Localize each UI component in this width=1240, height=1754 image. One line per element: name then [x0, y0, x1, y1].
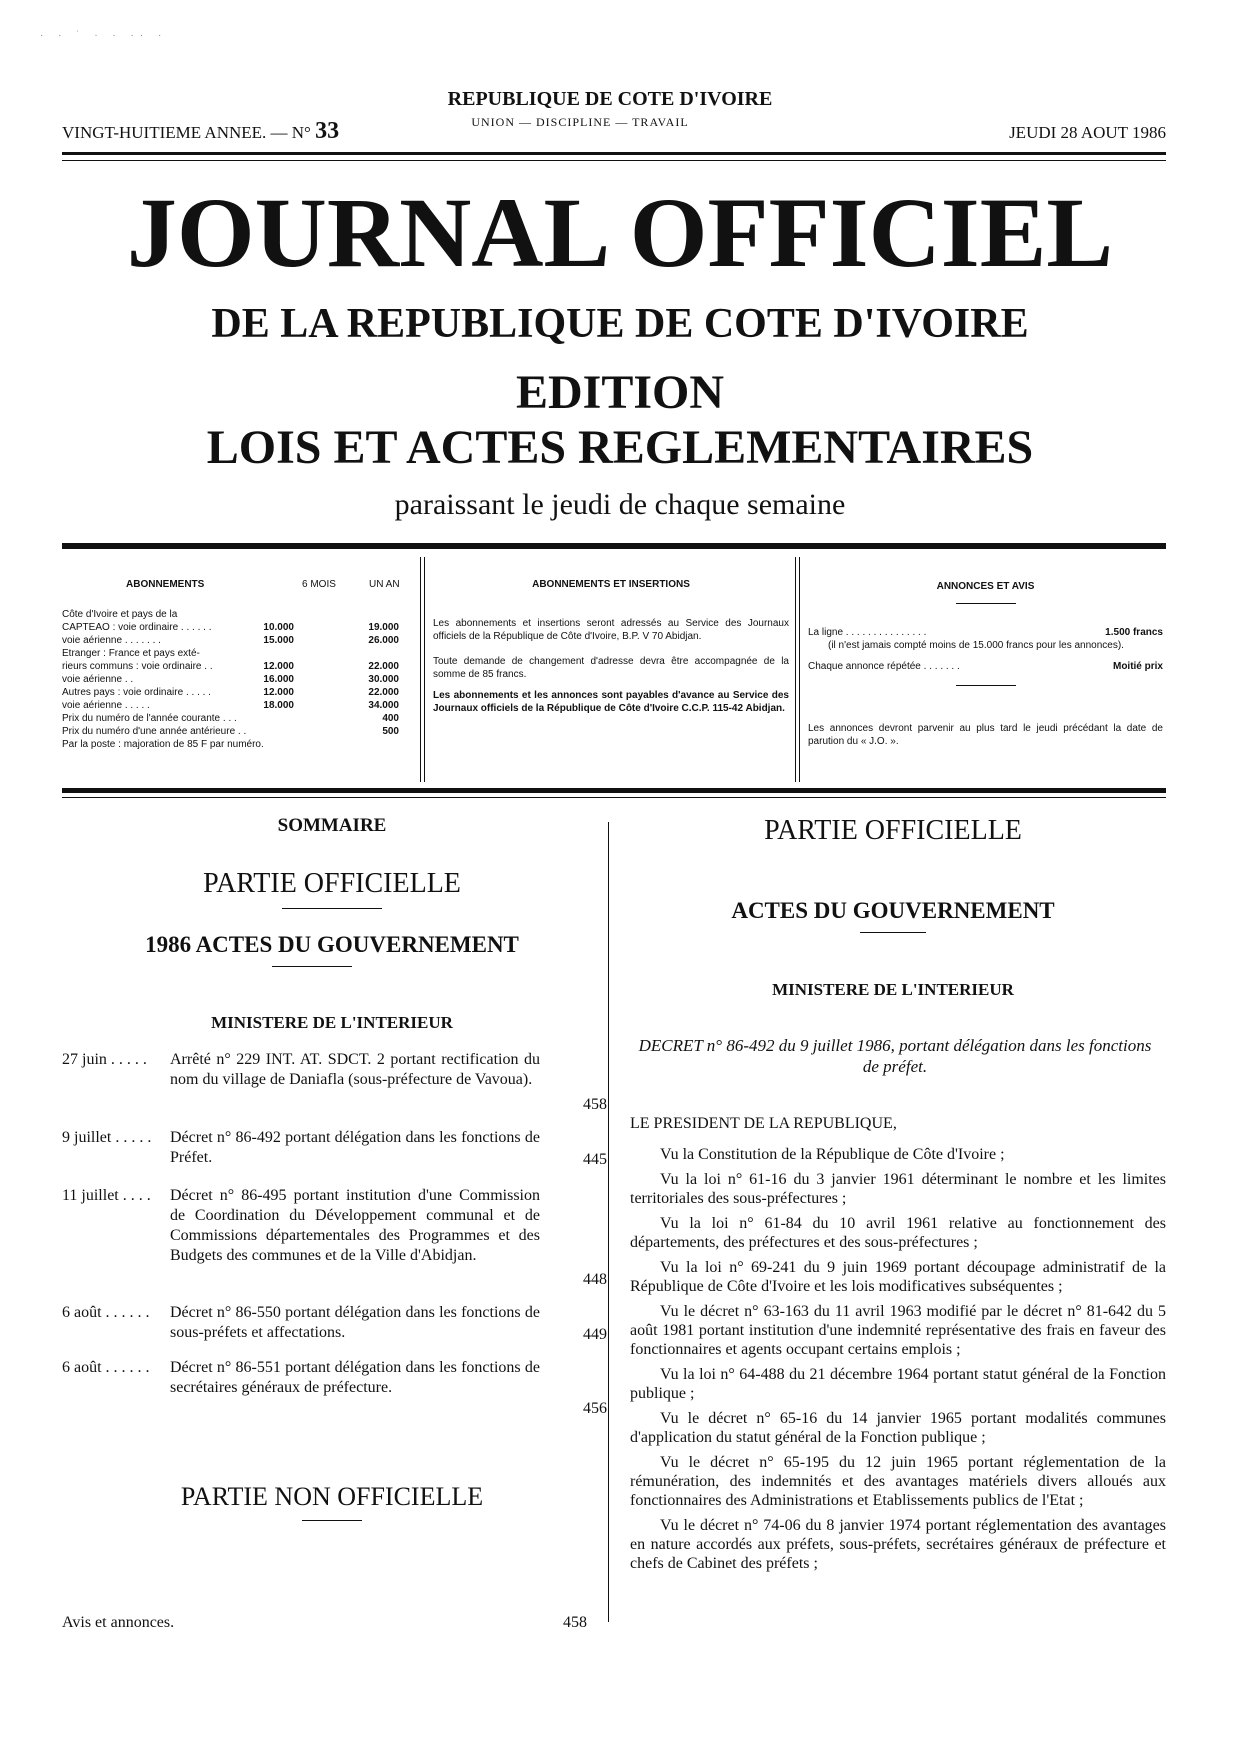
announcements-header-rule — [956, 603, 1016, 604]
toc-entry-page: 445 — [583, 1151, 607, 1168]
summary-acts-rule — [272, 966, 352, 967]
subscription-label: CAPTEAO : voie ordinaire . . . . . . — [62, 622, 212, 633]
subscription-row — [62, 686, 414, 699]
toc-entry-page: 448 — [583, 1271, 607, 1288]
toc-entry[interactable] — [62, 1303, 607, 1353]
masthead-rule — [62, 152, 1166, 155]
subscriptions-rows — [62, 608, 414, 751]
subscription-row — [62, 660, 414, 673]
summary-title: SOMMAIRE — [277, 815, 387, 836]
insertions-address: Les abonnements et insertions seront adressés au Service des Journaux officiels de la République de Côte d'Ivoire, B.P. V 70 Abidjan. — [433, 618, 789, 642]
toc-entry-text: Décret n° 86-492 portant délégation dans les fonctions de Préfet. — [170, 1129, 540, 1166]
subscription-one-year: 34.000 — [368, 700, 399, 711]
toc-entry-date: 27 juin . . . . . — [62, 1051, 147, 1068]
edition-type: LOIS ET ACTES REGLEMENTAIRES — [206, 421, 1034, 474]
subscription-row — [62, 725, 414, 738]
toc-entry-date: 6 août . . . . . . — [62, 1304, 150, 1321]
right-acts-heading: ACTES DU GOUVERNEMENT — [731, 898, 1055, 923]
summary-ministry: MINISTERE DE L'INTERIEUR — [211, 1013, 453, 1032]
decree-paragraph: Vu le décret n° 63-163 du 11 avril 1963 modifié par le décret n° 81-642 du 5 août 1981 portant institution d'une indemnité représentative des frais en faveur des fonctionnaires et agents occupant certains emplois ; — [630, 1303, 1166, 1358]
subscription-one-year: 19.000 — [368, 622, 399, 633]
toc-entry-page: 458 — [583, 1096, 607, 1113]
announcements-box — [808, 580, 1163, 748]
subscription-label: voie aérienne . . . . . — [62, 700, 150, 711]
subscription-label: Prix du numéro d'une année antérieure . . — [62, 726, 247, 737]
year-number-row — [62, 118, 339, 145]
summary-acts-heading: 1986 ACTES DU GOUVERNEMENT — [145, 932, 519, 957]
toc-entry-text: Décret n° 86-550 portant délégation dans les fonctions de sous-préfets et affectations. — [170, 1304, 540, 1341]
toc-entry[interactable] — [62, 1128, 607, 1178]
subscription-one-year: 22.000 — [368, 687, 399, 698]
repeat-price-value: Moitié prix — [1112, 661, 1163, 672]
insertions-box — [433, 578, 789, 715]
line-price-label: La ligne . . . . . . . . . . . . . . . — [808, 627, 927, 638]
toc-entry-date: 6 août . . . . . . — [62, 1359, 150, 1376]
toc-entry-date: 9 juillet . . . . . — [62, 1129, 152, 1146]
announcements-deadline: Les annonces devront parvenir au plus tard le jeudi précédant la date de parution du « J.O. ». — [808, 723, 1163, 747]
subscription-one-year: 400 — [382, 713, 399, 724]
summary-official-part: PARTIE OFFICIELLE — [203, 868, 461, 899]
subscription-label: Côte d'Ivoire et pays de la — [62, 609, 178, 620]
subscription-one-year: 30.000 — [368, 674, 399, 685]
subscription-label: Par la poste : majoration de 85 F par numéro. — [62, 739, 264, 750]
subscription-row — [62, 621, 414, 634]
toc-entry-date: 11 juillet . . . . — [62, 1187, 151, 1204]
box-divider-1 — [420, 557, 421, 782]
decree-paragraph: Vu la loi n° 61-16 du 3 janvier 1961 déterminant le nombre et les limites territoriales des sous-préfectures ; — [630, 1171, 1166, 1207]
subscription-six-months: 16.000 — [263, 674, 294, 685]
subscription-six-months: 18.000 — [263, 700, 294, 711]
decree-paragraph: Vu la loi n° 61-84 du 10 avril 1961 relative au fonctionnement des départements, des préfectures et des sous-préfectures ; — [630, 1215, 1166, 1251]
subscription-label: Prix du numéro de l'année courante . . . — [62, 713, 237, 724]
col-six-months: 6 MOIS — [302, 579, 336, 590]
box-top-rule — [62, 543, 1166, 549]
subscription-label: Etranger : France et pays exté- — [62, 648, 200, 659]
subscription-row — [62, 699, 414, 712]
toc-entry-text: Décret n° 86-495 portant institution d'une Commission de Coordination du Développement communal et de Commissions départementales des Programmes et des Budgets des communes et de la Ville d'Abidjan. — [170, 1187, 540, 1264]
subscription-one-year: 500 — [382, 726, 399, 737]
repeat-price-row — [808, 660, 1163, 673]
decree-paragraph: Vu la Constitution de la République de Côte d'Ivoire ; — [660, 1146, 1005, 1163]
subscription-one-year: 22.000 — [368, 661, 399, 672]
subscription-row — [62, 738, 414, 751]
toc-entry-text: Arrêté n° 229 INT. AT. SDCT. 2 portant rectification du nom du village de Daniafla (sous-préfecture de Vavoua). — [170, 1051, 540, 1088]
notices-page: 458 — [563, 1614, 587, 1631]
decree-paragraph: Vu la loi n° 69-241 du 9 juin 1969 portant découpage administratif de la République de Côte d'Ivoire et les lois modificatives subséquentes ; — [630, 1259, 1166, 1295]
journal-subtitle: DE LA REPUBLIQUE DE COTE D'IVOIRE — [211, 301, 1029, 347]
subscription-row — [62, 608, 414, 621]
box-divider-2 — [795, 557, 796, 782]
issue-date: JEUDI 28 AOUT 1986 — [1009, 123, 1166, 142]
right-ministry: MINISTERE DE L'INTERIEUR — [772, 980, 1014, 999]
subscription-row — [62, 712, 414, 725]
decree-title: DECRET n° 86-492 du 9 juillet 1986, portant délégation dans les fonctions de préfet. — [638, 1036, 1152, 1076]
subscription-row — [62, 647, 414, 660]
journal-title: JOURNAL OFFICIEL — [126, 177, 1114, 288]
notices-label[interactable]: Avis et annonces. — [62, 1614, 175, 1631]
toc-entry-page: 449 — [583, 1326, 607, 1343]
masthead-rule-thin — [62, 160, 1166, 161]
issue-number: 33 — [315, 118, 340, 144]
subscriptions-box — [62, 578, 414, 751]
year-number-label: VINGT-HUITIEME ANNEE. — N° — [62, 123, 311, 142]
subscriptions-header-row — [62, 578, 414, 598]
summary-non-official-rule — [302, 1520, 362, 1521]
decree-body — [630, 1145, 1166, 1579]
top-specks: · · ˙ · · ·· · — [40, 30, 168, 41]
decree-paragraph: Vu le décret n° 65-195 du 12 juin 1965 portant réglementation de la rémunération, des indemnités et des avantages matériels divers alloués aux fonctionnaires des Administrations et Etablissements publics de l'Etat ; — [630, 1454, 1166, 1509]
toc-entry-text: Décret n° 86-551 portant délégation dans les fonctions de secrétaires généraux de préfecture. — [170, 1359, 540, 1396]
box-divider-1b — [424, 557, 425, 782]
president-line: LE PRESIDENT DE LA REPUBLIQUE, — [630, 1115, 897, 1132]
box-divider-2b — [799, 557, 800, 782]
line-price-note: (il n'est jamais compté moins de 15.000 francs pour les annonces). — [828, 640, 1124, 651]
subscription-row — [62, 634, 414, 647]
right-official-part: PARTIE OFFICIELLE — [764, 815, 1022, 846]
summary-non-official-part: PARTIE NON OFFICIELLE — [180, 1482, 484, 1511]
periodicity: paraissant le jeudi de chaque semaine — [394, 488, 846, 521]
subscription-label: Autres pays : voie ordinaire . . . . . — [62, 687, 211, 698]
subscription-label: rieurs communs : voie ordinaire . . — [62, 661, 213, 672]
toc-entry-page: 456 — [583, 1400, 607, 1417]
subscription-label: voie aérienne . . . . . . . — [62, 635, 161, 646]
announcements-header: ANNONCES ET AVIS — [936, 581, 1035, 592]
toc-entry[interactable] — [62, 1050, 607, 1120]
insertions-payment: Les abonnements et les annonces sont payables d'avance au Service des Journaux officiels de la République de Côte d'Ivoire C.C.P. 115-42 Abidjan. — [433, 690, 789, 714]
subscription-row — [62, 673, 414, 686]
edition-label: EDITION — [515, 366, 725, 419]
column-divider — [608, 822, 609, 1622]
decree-paragraph: Vu le décret n° 74-06 du 8 janvier 1974 portant réglementation des avantages en nature accordés aux préfets, sous-préfets, secrétaires généraux de préfecture et chefs de Cabinet des préfets ; — [630, 1517, 1166, 1572]
subscription-six-months: 10.000 — [263, 622, 294, 633]
line-price-row — [808, 626, 1163, 639]
col-one-year: UN AN — [369, 579, 400, 590]
motto: UNION — DISCIPLINE — TRAVAIL — [471, 115, 689, 129]
insertions-address-change: Toute demande de changement d'adresse devra être accompagnée de la somme de 85 francs. — [433, 656, 789, 680]
subscription-six-months: 12.000 — [263, 687, 294, 698]
right-acts-rule — [860, 932, 926, 933]
decree-paragraph: Vu la loi n° 64-488 du 21 décembre 1964 portant statut général de la Fonction publique ; — [630, 1366, 1166, 1402]
box-bottom-rule-thin — [62, 797, 1166, 798]
box-bottom-rule — [62, 788, 1166, 793]
decree-paragraph: Vu le décret n° 65-16 du 14 janvier 1965 portant modalités communes d'application du statut général de la Fonction publique ; — [630, 1410, 1166, 1446]
subscription-one-year: 26.000 — [368, 635, 399, 646]
subscriptions-header: ABONNEMENTS — [126, 579, 205, 590]
summary-official-rule — [282, 908, 382, 909]
subscription-label: voie aérienne . . — [62, 674, 134, 685]
announcements-mid-rule — [956, 685, 1016, 686]
toc-entry[interactable] — [62, 1358, 607, 1428]
subscription-six-months: 15.000 — [263, 635, 294, 646]
insertions-header: ABONNEMENTS ET INSERTIONS — [532, 579, 690, 590]
repeat-price-label: Chaque annonce répétée . . . . . . . — [808, 661, 960, 672]
subscription-six-months: 12.000 — [263, 661, 294, 672]
republic-title: REPUBLIQUE DE COTE D'IVOIRE — [447, 88, 773, 110]
toc-entry[interactable] — [62, 1186, 607, 1296]
line-price-value: 1.500 francs — [1105, 627, 1163, 638]
